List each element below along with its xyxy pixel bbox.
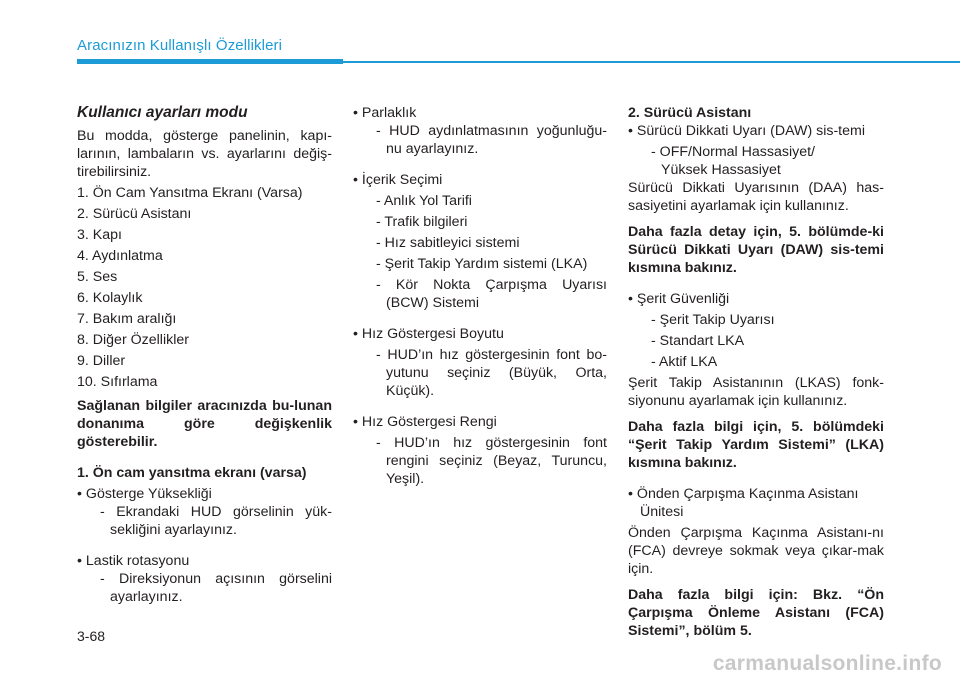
column-1 (77, 104, 332, 606)
daw-option-cont-text: Yüksek Hassasiyet (661, 162, 781, 178)
menu-item: 2. Sürücü Asistanı (77, 206, 192, 222)
hud-height-bullet: • Gösterge Yüksekliği (77, 486, 212, 502)
speed-size-desc: - HUD’ın hız göstergesinin font bo-yutunu seçiniz (Büyük, Orta, Küçük). (376, 347, 607, 399)
column-3 (628, 104, 884, 640)
section-title: Kullanıcı ayarları modu (77, 104, 248, 121)
menu-item: 6. Kolaylık (77, 290, 143, 306)
intro-text: Bu modda, gösterge panelinin, kapı-larının, lambaların vs. ayarlarını değiş-tirebilirsiniz. (77, 128, 332, 180)
lane-ref: Daha fazla bilgi için, 5. bölümdeki “Şerit Takip Yardım Sistemi” (LKA) kısmına bakınız. (628, 419, 884, 471)
menu-item: 9. Diller (77, 353, 126, 369)
rotation-desc: - Direksiyonun açısının görselini ayarlayınız. (100, 571, 332, 605)
header-title: Aracınızın Kullanışlı Özellikleri (77, 37, 283, 54)
speed-color-bullet: • Hız Göstergesi Rengi (353, 414, 497, 430)
menu-item: 5. Ses (77, 269, 118, 285)
menu-item: 1. Ön Cam Yansıtma Ekranı (Varsa) (77, 185, 303, 201)
menu-item: 8. Diğer Özellikler (77, 332, 189, 348)
menu-item: 3. Kapı (77, 227, 122, 243)
fca-bullet: • Önden Çarpışma Kaçınma Asistanı Ünitesi (628, 486, 859, 520)
daw-desc: Sürücü Dikkati Uyarısının (DAA) has-sasiyetini ayarlamak için kullanınız. (628, 180, 884, 214)
fca-desc: Önden Çarpışma Kaçınma Asistanı-nı (FCA) devreye sokmak veya çıkar-mak için. (628, 525, 884, 577)
driver-assist-heading: 2. Sürücü Asistanı (628, 105, 752, 121)
watermark: carmanualsonline.info (712, 652, 942, 675)
menu-item: 10. Sıfırlama (77, 374, 158, 390)
content-item: - Şerit Takip Yardım sistemi (LKA) (376, 256, 588, 272)
content-item: - Trafik bilgileri (376, 214, 468, 230)
header-rule-thin (343, 61, 960, 63)
lane-item: - Şerit Takip Uyarısı (651, 312, 775, 328)
rotation-bullet: • Lastik rotasyonu (77, 553, 190, 569)
hud-height-desc: - Ekrandaki HUD görselinin yük-sekliğini ayarlayınız. (100, 504, 332, 538)
content-item: - Hız sabitleyici sistemi (376, 235, 520, 251)
content-bullet: • İçerik Seçimi (353, 172, 443, 188)
lane-desc: Şerit Takip Asistanının (LKAS) fonk-siyonunu ayarlamak için kullanınız. (628, 375, 884, 409)
page-number: 3-68 (77, 628, 106, 644)
brightness-bullet: • Parlaklık (353, 105, 417, 121)
content-item: - Kör Nokta Çarpışma Uyarısı (BCW) Sistemi (376, 277, 607, 311)
fca-ref: Daha fazla bilgi için: Bkz. “Ön Çarpışma Önleme Asistanı (FCA) Sistemi”, bölüm 5. (628, 587, 884, 639)
column-2 (353, 104, 607, 488)
menu-item: 4. Aydınlatma (77, 248, 163, 264)
content-item: - Anlık Yol Tarifi (376, 193, 472, 209)
daw-bullet: • Sürücü Dikkati Uyarı (DAW) sis-temi (628, 123, 865, 139)
lane-item: - Aktif LKA (651, 354, 718, 370)
daw-ref: Daha fazla detay için, 5. bölümde-ki Sürücü Dikkati Uyarı (DAW) sis-temi kısmına bakınız. (628, 224, 884, 276)
lane-item: - Standart LKA (651, 333, 745, 349)
availability-note: Sağlanan bilgiler aracınızda bu-lunan donanıma göre değişkenlik gösterebilir. (77, 398, 332, 450)
daw-option-cont (628, 161, 884, 179)
brightness-desc: - HUD aydınlatmasının yoğunluğu-nu ayarlayınız. (376, 123, 607, 157)
menu-item: 7. Bakım aralığı (77, 311, 177, 327)
speed-size-bullet: • Hız Göstergesi Boyutu (353, 326, 504, 342)
hud-heading: 1. Ön cam yansıtma ekranı (varsa) (77, 465, 307, 481)
menu-list (77, 184, 332, 391)
daw-option: - OFF/Normal Hassasiyet/ (651, 144, 815, 160)
header-rule-thick (77, 59, 343, 64)
speed-color-desc: - HUD’ın hız göstergesinin font rengini seçiniz (Beyaz, Turuncu, Yeşil). (376, 435, 607, 487)
lane-bullet: • Şerit Güvenliği (628, 291, 730, 307)
